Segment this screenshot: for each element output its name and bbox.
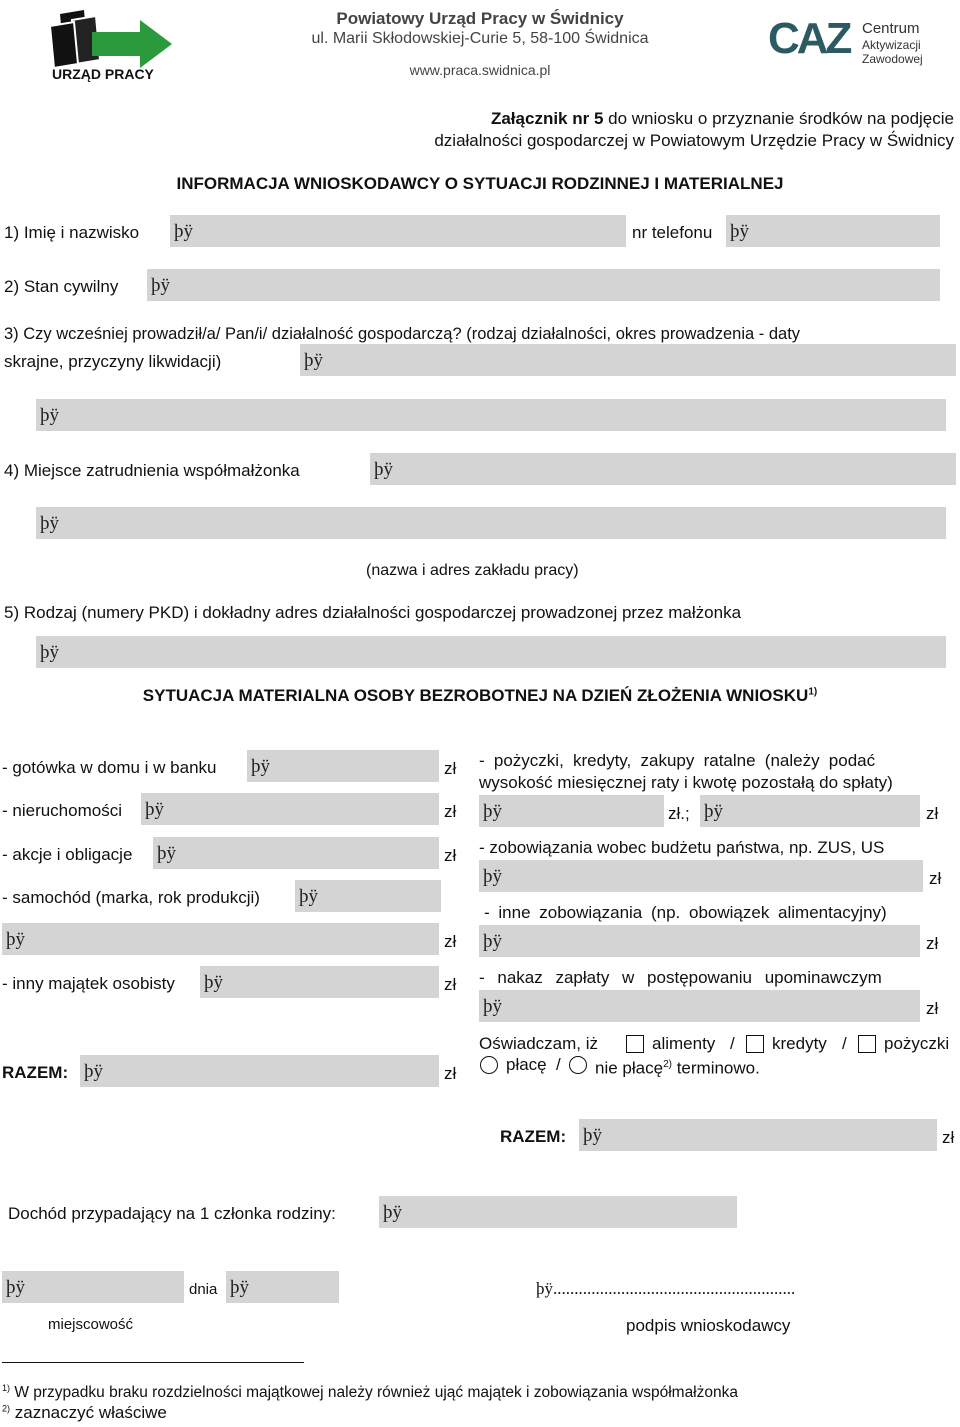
not-pay-radio[interactable] [569,1056,587,1074]
field-glyph: þÿ [483,801,502,822]
other-liabilities-field[interactable] [479,925,920,957]
pup-logo-text: URZĄD PRACY [52,66,154,82]
footnote-1-mark: 1) [2,1383,11,1393]
liabilities-total-currency: zł [942,1128,955,1147]
field-glyph: þÿ [6,929,25,950]
prior-business-field-1[interactable] [300,344,956,376]
budget-currency: zł [929,869,942,888]
office-website: www.praca.swidnica.pl [409,62,551,78]
field-glyph: þÿ [304,350,323,371]
loans-line2: wysokość miesięcznej raty i kwotę pozostałą do spłaty) [479,773,893,792]
stocks-field[interactable] [153,837,439,869]
footnote-1 [2,1383,738,1402]
field-glyph: þÿ [40,642,59,663]
q2-label: 2) Stan cywilny [4,277,119,296]
form-title: INFORMACJA WNIOSKODAWCY O SYTUACJI RODZINNEJ I MATERIALNEJ [176,174,784,193]
stocks-label: - akcje i obligacje [2,845,133,864]
place-caption: miejscowość [48,1316,134,1333]
field-glyph: þÿ [483,866,502,887]
signature-caption: podpis wnioskodawcy [626,1316,791,1335]
q5-label: 5) Rodzaj (numery PKD) i dokładny adres działalności gospodarczej prowadzonej przez małżonka [4,603,742,622]
not-pay-footnote-mark: 2) [663,1059,672,1070]
field-glyph: þÿ [145,799,164,820]
loan-installment-field[interactable] [479,795,664,827]
field-glyph: þÿ [40,405,59,426]
field-glyph: þÿ [151,275,170,296]
payment-order-label: - nakaz zapłaty w postępowaniu upominawczym [479,968,882,987]
section2-title-text: SYTUACJA MATERIALNA OSOBY BEZROBOTNEJ NA DZIEŃ ZŁOŻENIA WNIOSKU [142,686,809,705]
footnote-2 [2,1403,167,1423]
place-field[interactable] [2,1271,184,1303]
q3-line1: 3) Czy wcześniej prowadził/a/ Pan/i/ działalność gospodarczą? (rodzaj działalności, okres prowadzenia - daty [4,325,801,343]
alimony-label: alimenty [652,1034,716,1053]
attachment-line1 [491,109,954,129]
attachment-rest: do wniosku o przyznanie środków na podjęcie [603,109,954,128]
q4-caption: (nazwa i adres zakładu pracy) [366,562,579,579]
field-glyph: þÿ [483,931,502,952]
budget-field[interactable] [479,860,923,892]
section2-footnote-mark: 1) [808,686,818,698]
field-glyph: þÿ [299,886,318,907]
pay-radio[interactable] [480,1056,498,1074]
q3-line2: skrajne, przyczyny likwidacji) [4,352,222,371]
payment-order-currency: zł [926,999,939,1018]
footnote-divider [2,1362,304,1363]
payment-order-field[interactable] [479,990,920,1022]
field-glyph: þÿ [483,996,502,1017]
pay-label: płacę [506,1055,547,1074]
separator-1: / [730,1034,735,1053]
realestate-label: - nieruchomości [2,801,122,820]
assets-total-currency: zł [444,1064,457,1083]
realestate-currency: zł [444,802,457,821]
liabilities-total-field[interactable] [579,1119,937,1151]
credits-label: kredyty [772,1034,827,1053]
income-label: Dochód przypadający na 1 członka rodziny: [8,1204,336,1223]
car-field[interactable] [295,880,441,912]
field-glyph: þÿ [6,1277,25,1298]
footnote-2-text: zaznaczyć właściwe [14,1403,167,1422]
cash-field[interactable] [247,750,439,782]
car-value-field[interactable] [2,923,439,955]
declaration-prefix: Oświadczam, iż [479,1034,599,1053]
caz-line3: Zawodowej [862,52,923,66]
cash-label: - gotówka w domu i w banku [2,758,217,777]
not-pay-label [595,1055,760,1079]
not-pay-text: nie płacę [595,1058,664,1078]
spouse-business-field[interactable] [36,636,946,668]
caz-logo [768,14,948,70]
field-glyph: þÿ [704,801,723,822]
caz-line1: Centrum [862,20,920,37]
field-glyph: þÿ [230,1277,249,1298]
field-glyph: þÿ [374,459,393,480]
other-assets-currency: zł [444,975,457,994]
liabilities-total-label: RAZEM: [500,1127,567,1146]
separator-2: / [842,1034,847,1053]
separator-3: / [556,1055,561,1074]
stocks-currency: zł [444,846,457,865]
field-glyph: þÿ [383,1202,402,1223]
field-glyph: þÿ [204,972,223,993]
field-glyph: þÿ [174,221,193,242]
field-glyph: þÿ [251,756,270,777]
section2-title [0,686,960,706]
loans-line1: - pożyczki, kredyty, zakupy ratalne (należy podać [479,751,876,770]
other-liabilities-label: - inne zobowiązania (np. obowiązek alimentacyjny) [484,903,887,922]
car-currency: zł [444,932,457,951]
q1-label: 1) Imię i nazwisko [4,223,140,242]
caz-line2: Aktywizacji [862,38,921,52]
alimony-checkbox[interactable] [626,1035,644,1053]
caz-logo-mark: CAZ [768,14,850,63]
field-glyph: þÿ [583,1125,602,1146]
footnote-1-text: W przypadku braku rozdzielności majątkowej należy również ująć majątek i zobowiązania współmałżonka [14,1384,738,1402]
signature-line[interactable]: þÿ......................................................... [536,1279,796,1298]
other-assets-label: - inny majątek osobisty [2,974,175,993]
marital-status-field[interactable] [147,269,940,301]
q4-label: 4) Miejsce zatrudnienia współmałżonka [4,461,300,480]
assets-total-label: RAZEM: [2,1063,69,1082]
field-glyph: þÿ [40,513,59,534]
office-name: Powiatowy Urząd Pracy w Świdnicy [336,9,624,28]
date-field[interactable] [226,1271,339,1303]
date-label: dnia [189,1281,218,1298]
declaration-suffix: terminowo. [676,1058,760,1078]
office-address: ul. Marii Skłodowskiej-Curie 5, 58-100 Świdnica [311,30,649,47]
field-glyph: þÿ [157,843,176,864]
attachment-line2: działalności gospodarczej w Powiatowym Urzędzie Pracy w Świdnicy [434,131,954,150]
spouse-employer-field-1[interactable] [370,453,956,485]
budget-label: - zobowiązania wobec budżetu państwa, np. ZUS, US [479,838,885,857]
cash-currency: zł [444,759,457,778]
loan-remaining-currency: zł [926,804,939,823]
car-label: - samochód (marka, rok produkcji) [2,888,260,907]
assets-total-field[interactable] [80,1055,439,1087]
attachment-number: Załącznik nr 5 [490,109,604,128]
phone-field[interactable] [726,215,940,247]
credits-checkbox[interactable] [746,1035,764,1053]
prior-business-field-2[interactable] [36,399,946,431]
loans-checkbox[interactable] [858,1035,876,1053]
other-liabilities-currency: zł [926,934,939,953]
loan-remaining-field[interactable] [700,795,920,827]
other-assets-field[interactable] [200,966,439,998]
field-glyph: þÿ [730,221,749,242]
field-glyph: þÿ [84,1061,103,1082]
realestate-field[interactable] [141,793,439,825]
loan-separator: zł.; [668,804,690,823]
phone-label: nr telefonu [632,223,713,242]
name-field[interactable] [170,215,626,247]
income-field[interactable] [379,1196,737,1228]
footnote-2-mark: 2) [2,1403,11,1414]
loans-decl-label: pożyczki [884,1034,950,1053]
spouse-employer-field-2[interactable] [36,507,946,539]
